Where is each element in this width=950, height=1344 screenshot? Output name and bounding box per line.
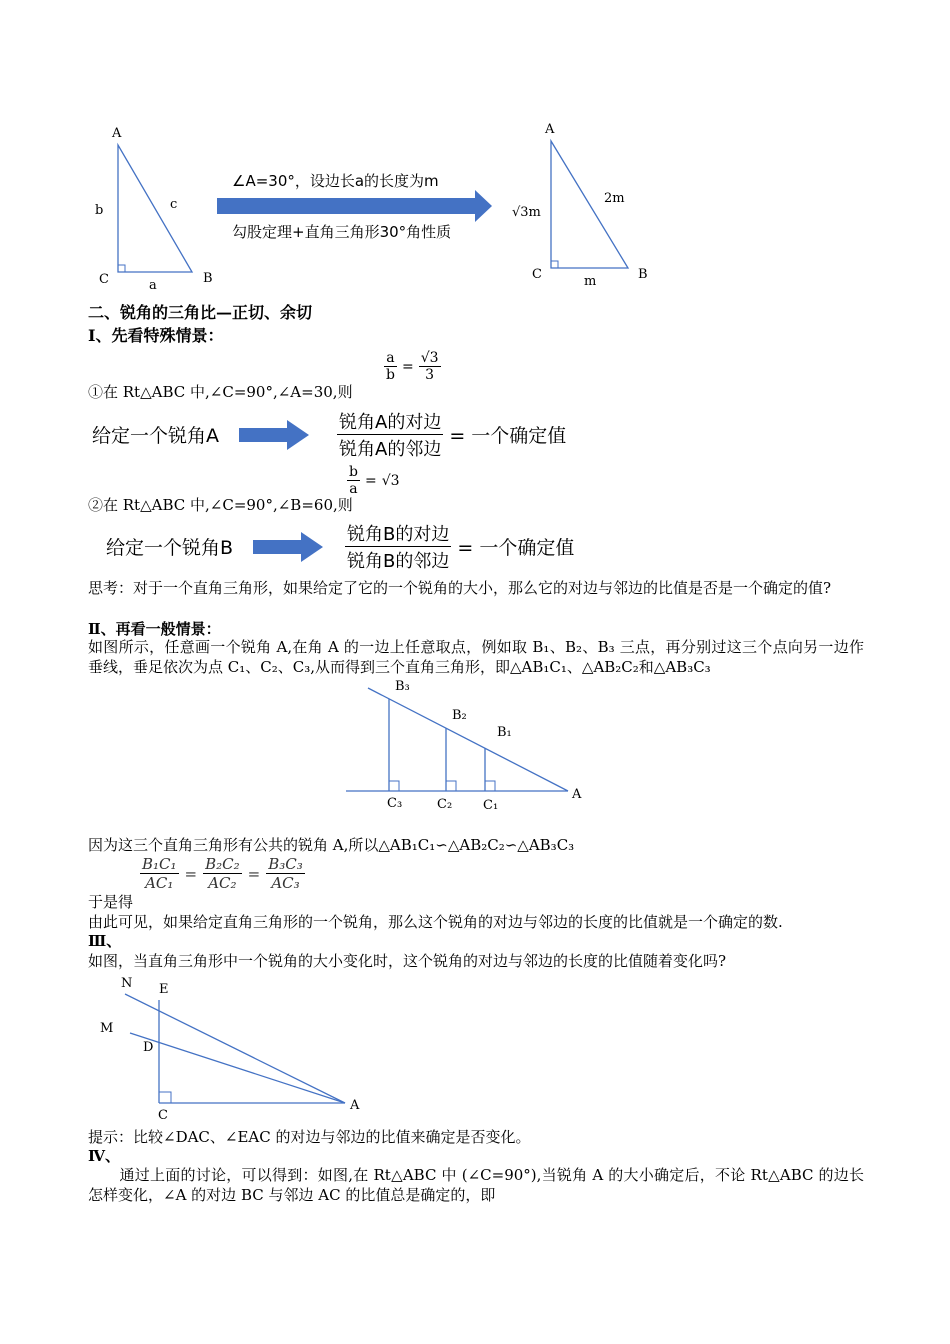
big-arrow (217, 190, 492, 222)
so-get: 于是得 (88, 893, 134, 911)
think-paragraph: 思考：对于一个直角三角形，如果给定了它的一个锐角的大小，那么它的对边与邻边的比值是否是一个确定的值? (88, 579, 832, 597)
left-label-a: a (149, 278, 157, 293)
fig3-label-N: N (121, 976, 133, 991)
conclusion1: 由此可见，如果给定直角三角形的一个锐角，那么这个锐角的对边与邻边的长度的比值就是一个确定的数. (88, 913, 783, 931)
fig2-label-C3: C₃ (387, 796, 403, 811)
ratio-d1: AC₁ (145, 874, 174, 892)
box2-given: 给定一个锐角B (106, 537, 234, 559)
part1-title: Ⅰ、先看特殊情景： (88, 326, 224, 345)
section2-title: 二、锐角的三角比—正切、余切 (88, 303, 313, 322)
fig2-label-B3: B₃ (395, 679, 410, 694)
right-label-B: B (638, 267, 648, 282)
right-label-C: C (532, 267, 542, 282)
box1-given: 给定一个锐角A (92, 425, 219, 447)
fig2-label-B2: B₂ (452, 708, 467, 723)
left-label-A: A (112, 126, 122, 141)
case2-text: ②在 Rt△ABC 中,∠C=90°,∠B=60,则 (88, 496, 353, 514)
box1-row (92, 408, 566, 461)
left-right-angle-mark (118, 265, 125, 272)
ratio-equation (140, 855, 305, 892)
figure2-graphics (340, 680, 580, 810)
part2-paragraph: 如图所示，任意画一个锐角 A,在角 A 的一边上任意取点，例如取 B₁、B₂、B₃ 三点，再分别过这三个点向另一边作垂线，垂足依次为点 C₁、C₂、C₃,从而得到三个直角三角形，即△AB₁C₁、△AB₂C₂和△AB₃C₃ (88, 638, 864, 676)
case1-formula (384, 350, 441, 383)
right-label-m: m (584, 274, 597, 289)
fig3-label-A: A (350, 1098, 360, 1113)
case2-formula (347, 464, 400, 497)
ratio-n2: B₂C₂ (205, 855, 240, 873)
ratio-d3: AC₃ (271, 874, 300, 892)
box2-den: 锐角B的邻边 (347, 551, 450, 572)
hint: 提示：比较∠DAC、∠EAC 的对边与邻边的比值来确定是否变化。 (88, 1128, 531, 1146)
fig2-label-B1: B₁ (497, 725, 512, 740)
arrow-text-bottom: 勾股定理+直角三角形30°角性质 (232, 223, 452, 241)
part4-paragraph: 通过上面的讨论，可以得到：如图,在 Rt△ABC 中 (∠C=90°),当锐角 A 的大小确定后，不论 Rt△ABC 的边长怎样变化，∠A 的对边 BC 与邻边 AC 的比值总是确定的，即 (88, 1166, 864, 1204)
right-label-A: A (545, 122, 555, 137)
box1-arrow-icon (239, 420, 309, 450)
right-right-angle-mark (551, 261, 558, 268)
case1-eq: = (401, 358, 414, 375)
left-label-b: b (95, 203, 104, 218)
case2-frac-num: b (349, 464, 358, 480)
case1-rhs-num: √3 (420, 350, 439, 366)
similar-text: 因为这三个直角三角形有公共的锐角 A,所以△AB₁C₁∽△AB₂C₂∽△AB₃C₃ (88, 836, 575, 854)
ratio-n1: B₁C₁ (142, 855, 177, 873)
left-label-B: B (203, 271, 213, 286)
fig3-label-D: D (143, 1040, 154, 1055)
part3-text: 如图，当直角三角形中一个锐角的大小变化时，这个锐角的对边与邻边的长度的比值随着变化吗? (88, 952, 727, 970)
fig2-label-A: A (572, 787, 582, 802)
fig3-label-E: E (159, 982, 169, 997)
left-label-c: c (170, 197, 178, 212)
case1-frac-num: a (386, 350, 395, 366)
case2-rhs: √3 (381, 472, 400, 489)
part2-title: Ⅱ、再看一般情景： (88, 620, 221, 638)
part4-title: Ⅳ、 (88, 1147, 121, 1165)
box2-row (106, 520, 574, 573)
box1-den: 锐角A的邻边 (339, 439, 442, 460)
left-triangle (118, 145, 192, 272)
case1-text: ①在 Rt△ABC 中,∠C=90°,∠A=30,则 (88, 383, 353, 401)
box1-result: = 一个确定值 (449, 425, 567, 447)
ratio-eq2: = (247, 864, 261, 883)
fig2-label-C1: C₁ (483, 798, 499, 813)
fig2-label-C2: C₂ (437, 797, 453, 812)
right-label-2m: 2m (604, 191, 625, 206)
box2-arrow-icon (253, 532, 323, 562)
right-label-sqrt3m: √3m (512, 205, 541, 220)
case2-eq: = (364, 472, 377, 489)
case1-frac-den: b (386, 367, 395, 383)
box2-result: = 一个确定值 (457, 537, 575, 559)
fig3-label-M: M (100, 1021, 114, 1036)
case1-rhs-den: 3 (425, 367, 435, 383)
case2-frac-den: a (349, 481, 358, 497)
fig3-label-C: C (158, 1108, 168, 1123)
ratio-eq1: = (184, 864, 198, 883)
part3-title: Ⅲ、 (88, 932, 122, 950)
box1-num: 锐角A的对边 (337, 408, 443, 435)
ratio-n3: B₃C₃ (268, 855, 303, 873)
ratio-d2: AC₂ (208, 874, 237, 892)
arrow-text-top: ∠A=30°，设边长a的长度为m (232, 172, 439, 190)
left-label-C: C (99, 272, 109, 287)
box2-num: 锐角B的对边 (345, 520, 451, 547)
